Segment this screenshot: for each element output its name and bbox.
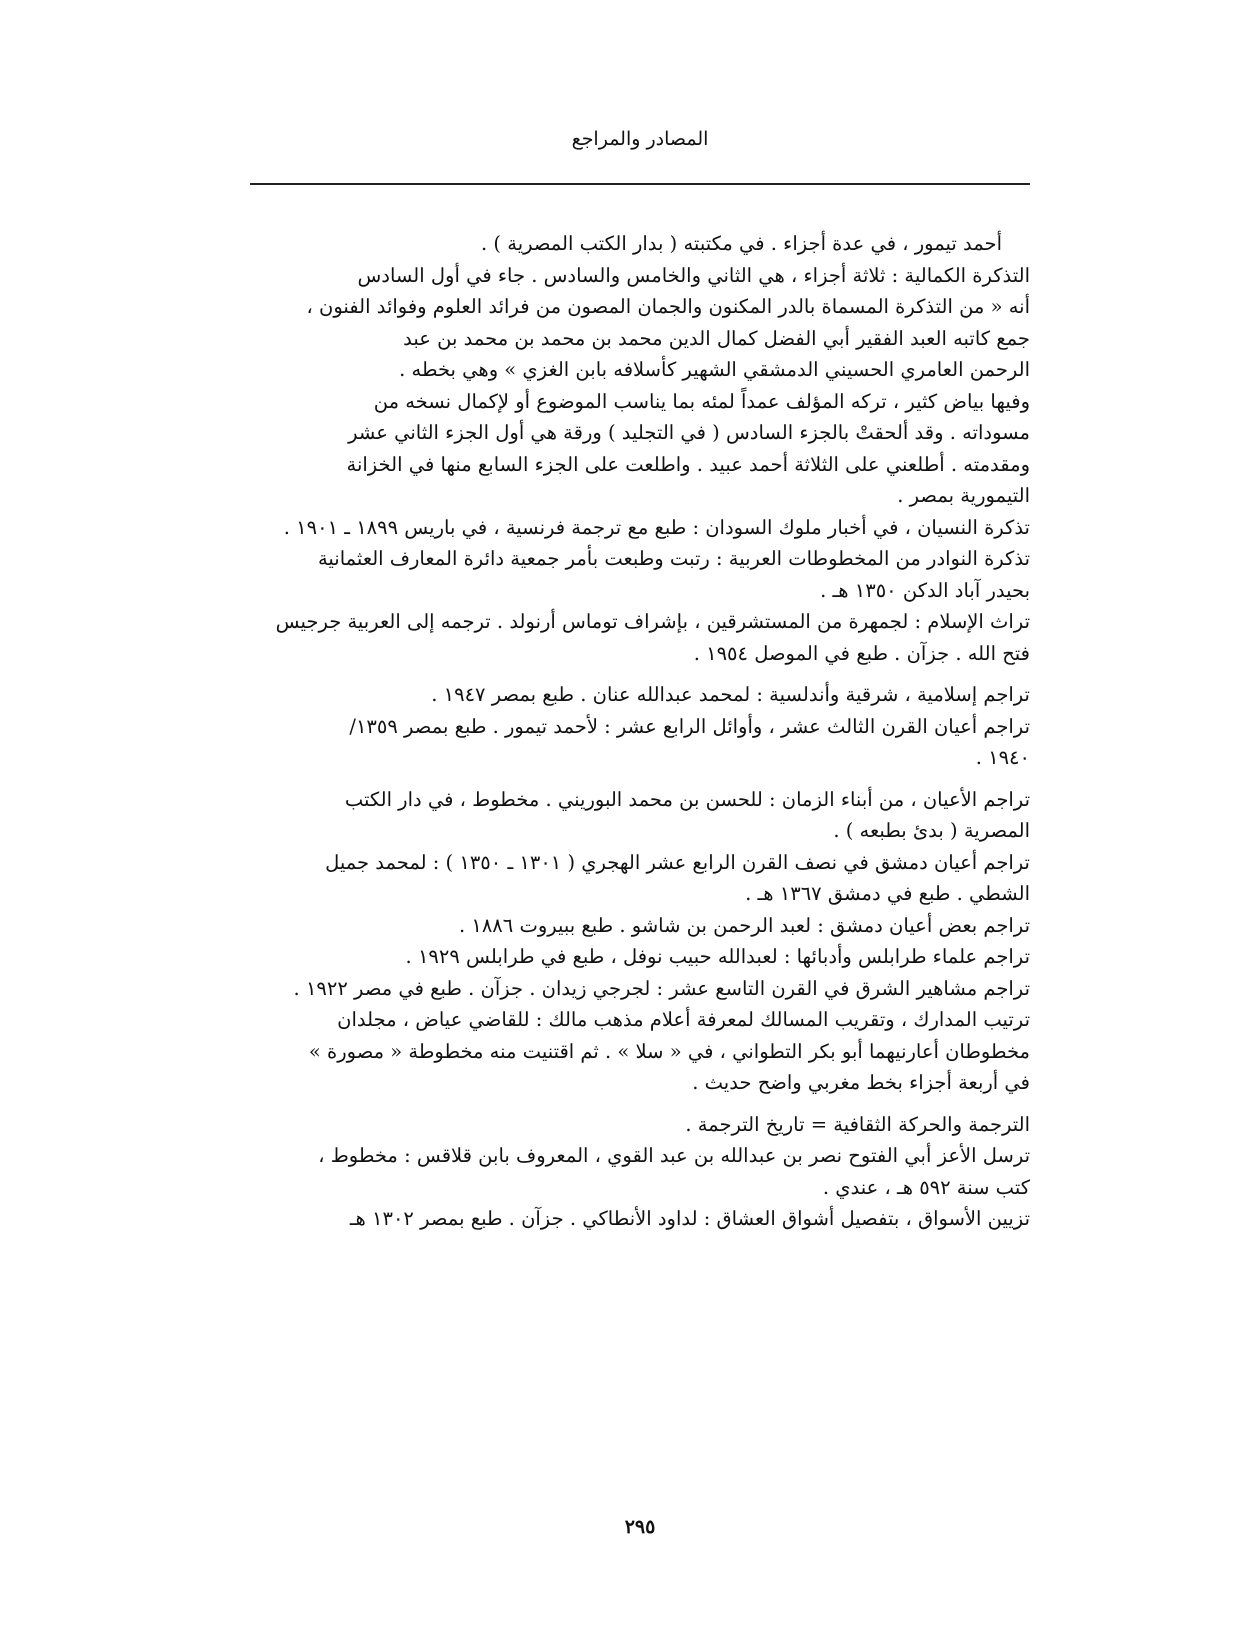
entry-line: تراجم مشاهير الشرق في القرن التاسع عشر : لجرجي زيدان . جزآن . طبع في مصر ١٩٢٢ . xyxy=(293,976,1030,1000)
entry-line: الرحمن العامري الحسيني الدمشقي الشهير كأسلافه بابن الغزي » وهي بخطه . xyxy=(399,358,1030,381)
entry-line: المصرية ( بدئ بطبعه ) . xyxy=(833,819,1030,842)
entry-line: ترسل الأعز أبي الفتوح نصر بن عبدالله بن عبد القوي ، المعروف بابن قلاقس : مخطوط ، xyxy=(318,1144,1030,1167)
entry-line: أنه « من التذكرة المسماة بالدر المكنون والجمان المصون من فرائد العلوم وفوائد الفنون ، xyxy=(306,295,1030,318)
entry-line: تراجم علماء طرابلس وأدبائها : لعبدالله حبيب نوفل ، طبع في طرابلس ١٩٢٩ . xyxy=(405,945,1030,968)
entry-line: في أربعة أجزاء بخط مغربي واضح حديث . xyxy=(692,1071,1030,1094)
entry-line: جمع كاتبه العبد الفقير أبي الفضل كمال الدين محمد بن محمد بن محمد بن عبد xyxy=(403,326,1030,350)
bibliography-entry xyxy=(250,1004,1030,1099)
entry-line: مسوداته . وقد ألحقتْ بالجزء السادس ( في التجليد ) ورقة هي أول الجزء الثاني عشر xyxy=(348,421,1030,444)
bibliography-entry xyxy=(250,1140,1030,1203)
bibliography-entry xyxy=(250,543,1030,606)
bibliography-entry xyxy=(250,711,1030,774)
entry-line: تراث الإسلام : لجمهرة من المستشرقين ، بإشراف توماس أرنولد . ترجمه إلى العربية جرجيس xyxy=(275,610,1030,633)
bibliography-entry xyxy=(250,679,1030,711)
entry-line: فتح الله . جزآن . طبع في الموصل ١٩٥٤ . xyxy=(693,641,1030,665)
entry-line: تزيين الأسواق ، بتفصيل أشواق العشاق : لداود الأنطاكي . جزآن . طبع بمصر ١٣٠٢ هـ xyxy=(349,1207,1030,1230)
bibliography-entry xyxy=(250,910,1030,942)
bibliography-entry xyxy=(250,606,1030,669)
bibliography-entry xyxy=(250,228,1030,260)
header-rule xyxy=(250,183,1030,185)
bibliography-entry xyxy=(250,973,1030,1005)
entry-line: تراجم إسلامية ، شرقية وأندلسية : لمحمد عبدالله عنان . طبع بمصر ١٩٤٧ . xyxy=(431,683,1030,706)
entry-line: تذكرة النوادر من المخطوطات العربية : رتبت وطبعت بأمر جمعية دائرة المعارف العثمانية xyxy=(317,547,1030,570)
bibliography-entry xyxy=(250,784,1030,847)
entry-line: ومقدمته . أطلعني على الثلاثة أحمد عبيد . واطلعت على الجزء السابع منها في الخزانة xyxy=(346,452,1030,476)
entry-line: بحيدر آباد الدكن ١٣٥٠ هـ . xyxy=(820,578,1030,602)
page-number: ٢٩٥ xyxy=(624,1516,656,1538)
entry-line: تراجم أعيان القرن الثالث عشر ، وأوائل الرابع عشر : لأحمد تيمور . طبع بمصر ١٣٥٩/ xyxy=(349,714,1030,738)
page-header: المصادر والمراجع xyxy=(571,128,709,150)
entry-line: الشطي . طبع في دمشق ١٣٦٧ هـ . xyxy=(745,882,1030,905)
entry-line: كتب سنة ٥٩٢ هـ ، عندي . xyxy=(822,1175,1030,1199)
bibliography-entry xyxy=(250,847,1030,910)
bibliography-entry xyxy=(250,260,1030,512)
entry-line: مخطوطان أعارنيهما أبو بكر التطواني ، في « سلا » . ثم اقتنيت منه مخطوطة « مصورة » xyxy=(308,1039,1030,1063)
entry-line: تراجم الأعيان ، من أبناء الزمان : للحسن بن محمد البوريني . مخطوط ، في دار الكتب xyxy=(344,787,1030,811)
entry-line: وفيها بياض كثير ، تركه المؤلف عمداً لمئه بما يناسب الموضوع أو لإكمال نسخه من xyxy=(373,389,1030,413)
entry-line: تراجم أعيان دمشق في نصف القرن الرابع عشر الهجري ( ١٣٠١ ـ ١٣٥٠ ) : لمحمد جميل xyxy=(325,850,1030,874)
bibliography-list xyxy=(250,228,1030,1235)
entry-line: التيمورية بمصر . xyxy=(897,484,1030,507)
entry-line: التذكرة الكمالية : ثلاثة أجزاء ، هي الثاني والخامس والسادس . جاء في أول السادس xyxy=(357,263,1030,287)
entry-line: أحمد تيمور ، في عدة أجزاء . في مكتبته ( بدار الكتب المصرية ) . xyxy=(481,232,1002,255)
bibliography-entry xyxy=(250,1109,1030,1141)
bibliography-entry xyxy=(250,512,1030,544)
entry-line: تراجم بعض أعيان دمشق : لعبد الرحمن بن شاشو . طبع ببيروت ١٨٨٦ . xyxy=(458,913,1030,937)
entry-line: ١٩٤٠ . xyxy=(975,746,1030,769)
bibliography-entry xyxy=(250,941,1030,973)
entry-line: ترتيب المدارك ، وتقريب المسالك لمعرفة أعلام مذهب مالك : للقاضي عياض ، مجلدان xyxy=(337,1008,1030,1031)
bibliography-entry xyxy=(250,1203,1030,1235)
entry-line: الترجمة والحركة الثقافية = تاريخ الترجمة . xyxy=(685,1112,1030,1136)
entry-line: تذكرة النسيان ، في أخبار ملوك السودان : طبع مع ترجمة فرنسية ، في باريس ١٨٩٩ ـ ١٩٠١ . xyxy=(283,515,1030,539)
